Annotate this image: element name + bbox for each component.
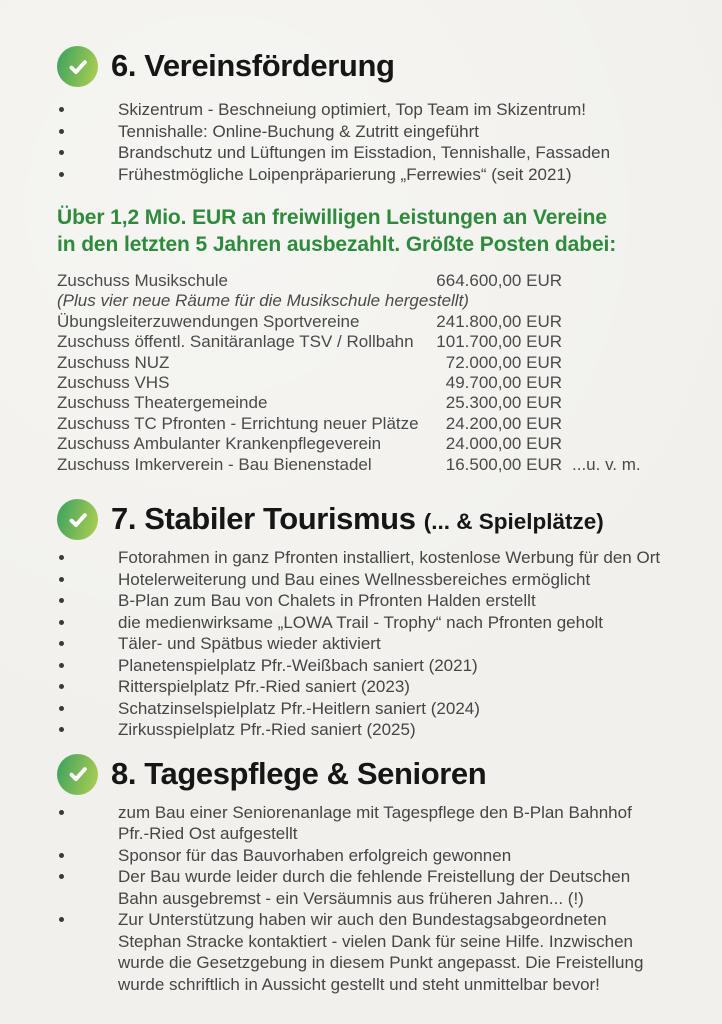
row-label: Zuschuss Imkerverein - Bau Bienenstadel bbox=[57, 454, 372, 474]
list-item: Täler- und Spätbus wieder aktiviert bbox=[57, 633, 666, 655]
row-label: Zuschuss öffentl. Sanitäranlage TSV / Rollbahn bbox=[57, 332, 414, 352]
list-item: Zur Unterstützung haben wir auch den Bundestagsabgeordneten Stephan Stracke kontaktiert - vielen Dank für seine Hilfe. Inzwischen wurde die Gesetzgebung in diesem Punkt angepasst. Die Freistellung wurde schriftlich in Aussicht gestellt und steht unmittelbar bevor! bbox=[57, 909, 666, 995]
list-item: Hotelerweiterung und Bau eines Wellnessbereiches ermöglicht bbox=[57, 569, 666, 591]
row-amount: 16.500,00 EUR bbox=[445, 454, 562, 474]
check-icon bbox=[57, 499, 98, 540]
table-row bbox=[57, 373, 562, 393]
row-amount: 664.600,00 EUR bbox=[436, 271, 562, 290]
row-amount: 24.200,00 EUR bbox=[445, 413, 562, 433]
table-row bbox=[57, 271, 562, 291]
table-row bbox=[57, 454, 641, 475]
row-label: Übungsleiterzuwendungen Sportvereine bbox=[57, 311, 360, 331]
list-item: Zirkusspielplatz Pfr.-Ried saniert (2025) bbox=[57, 719, 666, 741]
section-title-main: 7. Stabiler Tourismus bbox=[111, 501, 416, 537]
row-label: Zuschuss Musikschule bbox=[57, 271, 229, 290]
list-item: Schatzinselspielplatz Pfr.-Heitlern saniert (2024) bbox=[57, 698, 666, 720]
section-heading bbox=[57, 754, 666, 795]
list-item: Ritterspielplatz Pfr.-Ried saniert (2023) bbox=[57, 676, 666, 698]
list-item: Frühestmögliche Loipenpräparierung „Ferrewies“ (seit 2021) bbox=[57, 164, 666, 186]
bullet-list bbox=[57, 802, 666, 996]
row-label: Zuschuss NUZ bbox=[57, 352, 170, 372]
row-label: Zuschuss Theatergemeinde bbox=[57, 393, 268, 413]
row-label: Zuschuss VHS bbox=[57, 373, 170, 393]
list-item: Planetenspielplatz Pfr.-Weißbach saniert (2021) bbox=[57, 655, 666, 677]
section-heading bbox=[57, 499, 666, 540]
section-vereinsfoerderung bbox=[57, 46, 666, 185]
list-item: zum Bau einer Seniorenanlage mit Tagespflege den B-Plan Bahnhof Pfr.-Ried Ost aufgestellt bbox=[57, 802, 666, 845]
row-amount: 49.700,00 EUR bbox=[445, 373, 562, 393]
list-item: die medienwirksame „LOWA Trail - Trophy“ nach Pfronten geholt bbox=[57, 612, 666, 634]
row-amount: 24.000,00 EUR bbox=[445, 434, 562, 454]
list-item: Tennishalle: Online-Buchung & Zutritt eingeführt bbox=[57, 121, 666, 143]
section-tourismus bbox=[57, 499, 666, 741]
bullet-list bbox=[57, 547, 666, 741]
list-item: Der Bau wurde leider durch die fehlende Freistellung der Deutschen Bahn ausgebremst - ein Versäumnis aus früheren Jahren... (!) bbox=[57, 866, 666, 909]
list-item: Skizentrum - Beschneiung optimiert, Top Team im Skizentrum! bbox=[57, 99, 666, 121]
row-amount: 25.300,00 EUR bbox=[445, 393, 562, 413]
funding-headline-line2: in den letzten 5 Jahren ausbezahlt. Größte Posten dabei: bbox=[57, 233, 617, 256]
section-title bbox=[111, 503, 604, 536]
bullet-list bbox=[57, 99, 666, 185]
more-suffix: ...u. v. m. bbox=[572, 454, 641, 474]
row-label: Zuschuss Ambulanter Krankenpflegeverein bbox=[57, 434, 382, 454]
funding-headline bbox=[57, 204, 666, 258]
table-row bbox=[57, 312, 562, 332]
section-title: 8. Tagespflege & Senioren bbox=[111, 755, 487, 791]
table-row-note bbox=[57, 291, 562, 311]
list-item: Brandschutz und Lüftungen im Eisstadion, Tennishalle, Fassaden bbox=[57, 142, 666, 164]
funding-headline-line1: Über 1,2 Mio. EUR an freiwilligen Leistungen an Vereine bbox=[57, 206, 607, 229]
row-amount: 101.700,00 EUR bbox=[436, 332, 562, 352]
section-title: 6. Vereinsförderung bbox=[111, 48, 395, 84]
row-amount: 72.000,00 EUR bbox=[445, 352, 562, 372]
row-label: Zuschuss TC Pfronten - Errichtung neuer Plätze bbox=[57, 413, 419, 433]
table-row bbox=[57, 332, 562, 352]
section-title-suffix: (... & Spielplätze) bbox=[423, 509, 604, 535]
table-row bbox=[57, 393, 562, 413]
list-item: Sponsor für das Bauvorhaben erfolgreich gewonnen bbox=[57, 845, 666, 867]
check-icon bbox=[57, 46, 98, 87]
row-amount: 241.800,00 EUR bbox=[436, 311, 562, 331]
section-heading bbox=[57, 46, 666, 87]
row-label: (Plus vier neue Räume für die Musikschule hergestellt) bbox=[57, 291, 469, 311]
table-row bbox=[57, 414, 562, 434]
section-tagespflege-senioren bbox=[57, 754, 666, 996]
list-item: Fotorahmen in ganz Pfronten installiert, kostenlose Werbung für den Ort bbox=[57, 547, 666, 569]
table-row bbox=[57, 353, 562, 373]
list-item: B-Plan zum Bau von Chalets in Pfronten Halden erstellt bbox=[57, 590, 666, 612]
table-row bbox=[57, 434, 562, 454]
funding-table bbox=[57, 271, 641, 475]
check-icon bbox=[57, 754, 98, 795]
